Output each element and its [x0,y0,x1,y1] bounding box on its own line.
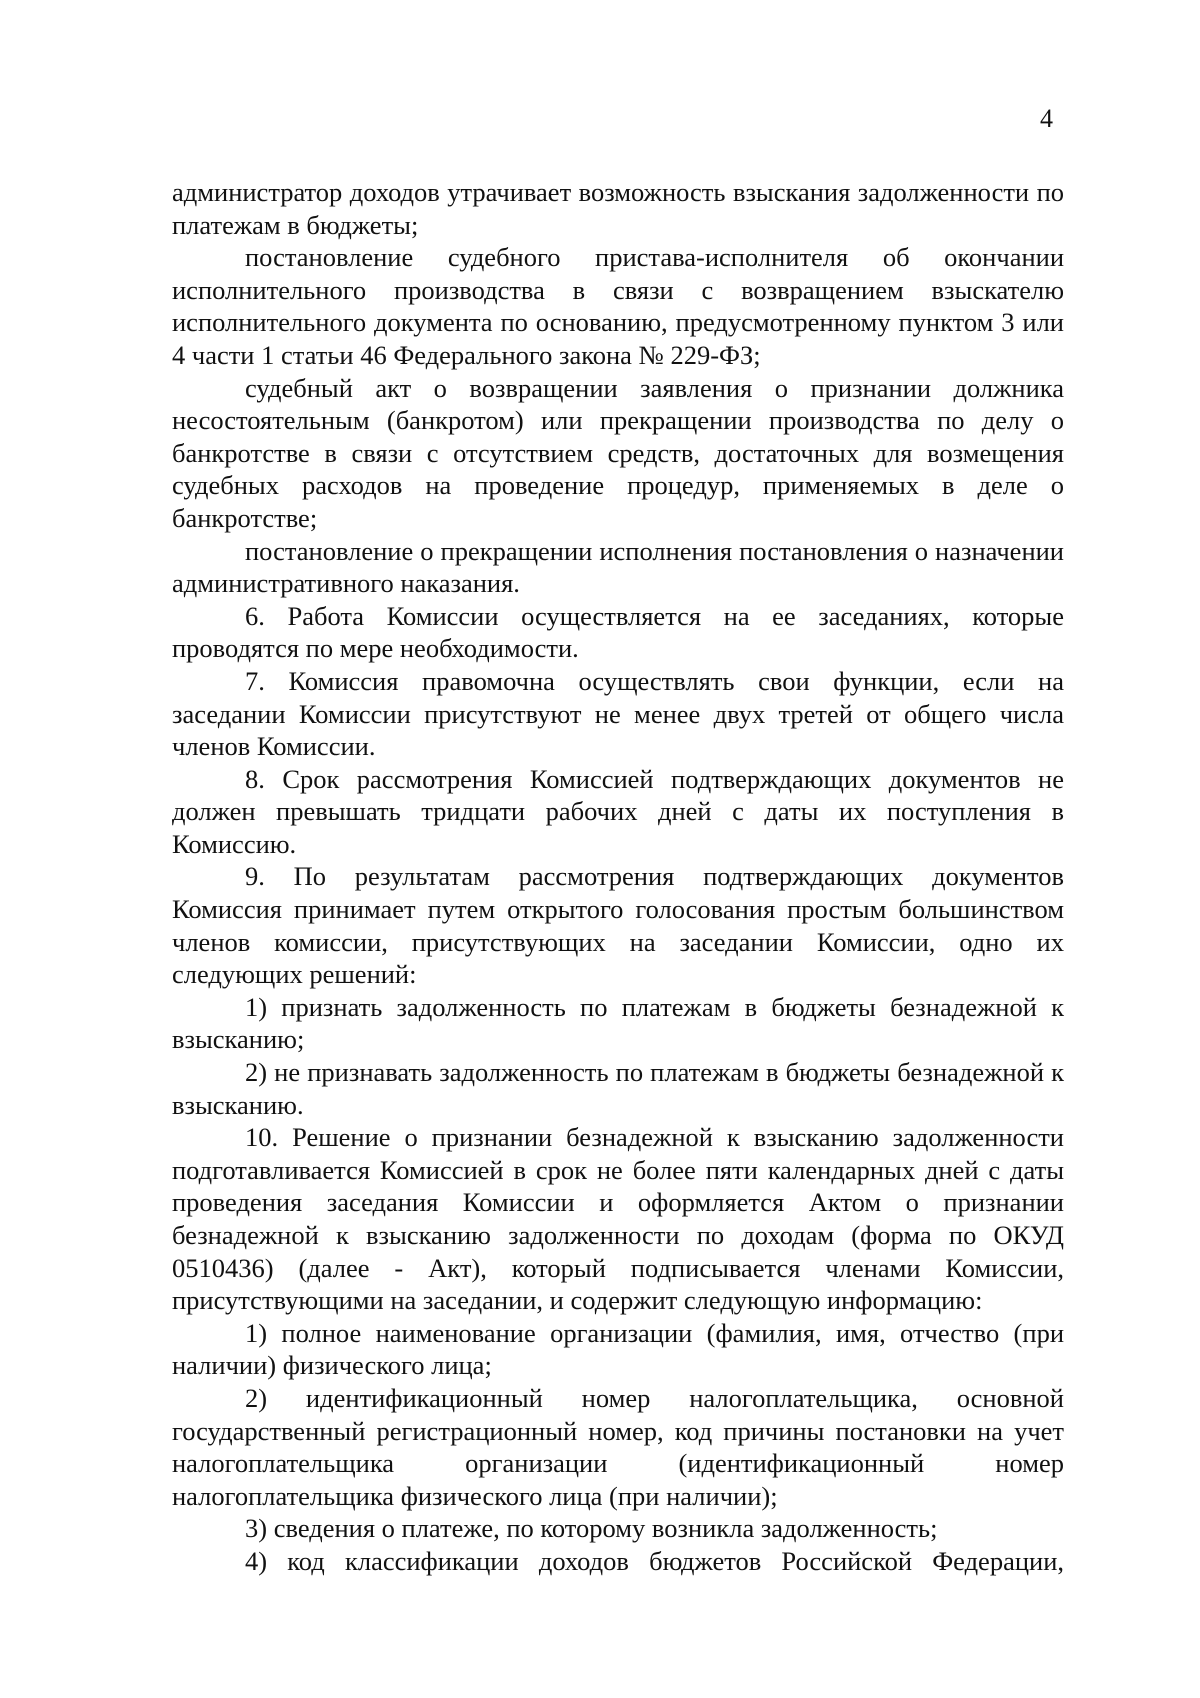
paragraph-decision-1: 1) признать задолженность по платежам в бюджеты безнадежной к взысканию; [172,991,1064,1055]
paragraph-info-4: 4) код классификации доходов бюджетов Российской Федерации, [245,1545,1064,1576]
paragraph-info-3: 3) сведения о платеже, по которому возникла задолженность; [245,1513,938,1544]
page-number: 4 [1040,104,1053,133]
paragraph-bankruptcy-act: судебный акт о возвращении заявления о признании должника несостоятельным (банкротом) или прекращении производства по делу о банкротстве в связи с отсутствием средств, достаточных для возмещения судебных расходов на проведение процедур, применяемых в деле о банкротстве; [172,372,1064,533]
paragraph-item-10: 10. Решение о признании безнадежной к взысканию задолженности подготавливается Комиссией в срок не более пяти календарных дней с даты проведения заседания Комиссии и оформляется Актом о признании безнадежной к взысканию задолженности по доходам (форма по ОКУД 0510436) (далее - Акт), который подписывается членами Комиссии, присутствующими на заседании, и содержит следующую информацию: [172,1122,1064,1316]
paragraph-item-8: 8. Срок рассмотрения Комиссией подтверждающих документов не должен превышать тридцати рабочих дней с даты их поступления в Комиссию. [172,763,1064,859]
paragraph-info-2: 2) идентификационный номер налогоплательщика, основной государственный регистрационный номер, код причины постановки на учет налогоплательщика организации (идентификационный номер налогоплательщика физического лица (при наличии); [172,1382,1064,1511]
document-body [172,176,1064,1578]
paragraph-termination-resolution: постановление о прекращении исполнения постановления о назначении административного наказания. [172,535,1064,599]
paragraph-continuation: администратор доходов утрачивает возможность взыскания задолженности по платежам в бюджеты; [172,177,1064,240]
paragraph-item-7: 7. Комиссия правомочна осуществлять свои функции, если на заседании Комиссии присутствуют не менее двух третей от общего числа членов Комиссии. [172,665,1064,762]
paragraph-bailiff-resolution: постановление судебного пристава-исполнителя об окончании исполнительного производства в связи с возвращением взыскателю исполнительного документа по основанию, предусмотренному пунктом 3 или 4 части 1 статьи 46 Федерального закона № 229-ФЗ; [172,242,1064,370]
paragraph-item-6: 6. Работа Комиссии осуществляется на ее заседаниях, которые проводятся по мере необходимости. [172,600,1064,664]
paragraph-info-1: 1) полное наименование организации (фамилия, имя, отчество (при наличии) физического лица; [172,1317,1064,1381]
paragraph-item-9: 9. По результатам рассмотрения подтверждающих документов Комиссия принимает путем открытого голосования простым большинством членов комиссии, присутствующих на заседании Комиссии, одно их следующих решений: [172,861,1064,990]
paragraph-decision-2: 2) не признавать задолженность по платежам в бюджеты безнадежной к взысканию. [172,1057,1064,1120]
